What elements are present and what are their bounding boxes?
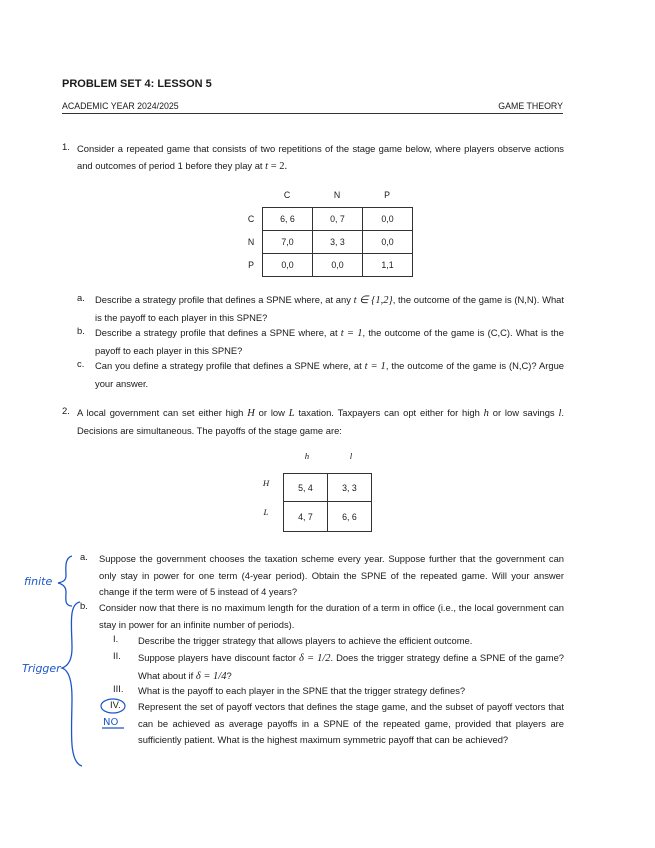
- academic-year: ACADEMIC YEAR 2024/2025: [62, 101, 179, 111]
- q1-a-label: a.: [77, 292, 85, 303]
- q2-b-iv-label: IV.: [110, 699, 121, 710]
- q2-a-label: a.: [80, 551, 88, 562]
- table-cell: 1,1: [363, 254, 413, 277]
- table-cell: 4, 7: [284, 502, 328, 532]
- circle-iv-label: [101, 699, 125, 713]
- q1-col-header: C: [283, 190, 291, 200]
- q1-c-label: c.: [77, 358, 85, 369]
- table-cell: 6, 6: [328, 502, 372, 532]
- table-cell: 0,0: [363, 208, 413, 231]
- q1-a-text: Describe a strategy profile that defines a SPNE where, at any t ∈ {1,2}, the outcome of the game is (N,N). What is the payoff to each player in this SPNE?: [95, 294, 564, 323]
- q2-b-ii-label: II.: [113, 650, 121, 661]
- q2-b-label: b.: [80, 600, 88, 611]
- q2-col-header: l: [349, 451, 353, 461]
- q1-col-header: P: [384, 190, 390, 200]
- question-2-number: 2.: [62, 405, 70, 416]
- header-divider: [62, 113, 563, 114]
- q2-a-text: Suppose the government chooses the taxation scheme every year. Suppose further that the government can only stay in power for one term (4-year period). Obtain the SPNE of the repeated game. Will your answer change if the term were of 5 instead of 4 years?: [99, 553, 564, 597]
- course-name: GAME THEORY: [498, 101, 563, 111]
- handwritten-no-mark: [98, 696, 128, 736]
- brace-finite: [58, 556, 72, 606]
- q2-col-header: h: [304, 451, 310, 461]
- table-cell: 0,0: [313, 254, 363, 277]
- table-cell: 3, 3: [313, 231, 363, 254]
- brace-trigger: [62, 602, 82, 766]
- q1-b-label: b.: [77, 325, 85, 336]
- q1-row-header: C: [247, 214, 255, 224]
- table-cell: 5, 4: [284, 474, 328, 502]
- table-cell: 3, 3: [328, 474, 372, 502]
- table-cell: 0,0: [363, 231, 413, 254]
- q2-b-iii-label: III.: [113, 683, 124, 694]
- q2-b-text: Consider now that there is no maximum length for the duration of a term in office (i.e., the local government can stay in power for an infinite number of periods).: [99, 602, 564, 630]
- q1-row-header: N: [247, 237, 255, 247]
- table-cell: 6, 6: [263, 208, 313, 231]
- handwritten-trigger: Trigger: [22, 662, 61, 675]
- question-1-number: 1.: [62, 141, 70, 152]
- question-2-text: A local government can set either high H or low L taxation. Taxpayers can opt either for high h or low savings l. Decisions are simultaneous. The payoffs of the stage game are:: [77, 407, 564, 436]
- q2-row-header: L: [263, 507, 269, 517]
- q2-row-header: H: [262, 478, 270, 488]
- q2-b-iii-text: What is the payoff to each player in the SPNE that the trigger strategy defines?: [138, 685, 466, 696]
- q2-b-i-text: Describe the trigger strategy that allows players to achieve the efficient outcome.: [138, 635, 473, 646]
- q2-b-iv-text: Represent the set of payoff vectors that defines the stage game, and the subset of payoff vectors that can be achieved as average payoffs in a SPNE of the repeated game, provided that players are sufficiently patient. What is the highest maximum symmetric payoff that can be achieved?: [138, 701, 564, 745]
- q1-c-text: Can you define a strategy profile that defines a SPNE where, at t = 1, the outcome of the game is (N,C)? Argue your answer.: [95, 360, 564, 389]
- q2-b-i-label: I.: [113, 633, 119, 644]
- handwritten-no: NO: [103, 717, 119, 728]
- handwritten-annotations: [20, 548, 90, 770]
- page-title: PROBLEM SET 4: LESSON 5: [62, 78, 212, 90]
- table-cell: 0,0: [263, 254, 313, 277]
- q2-b-ii-text: Suppose players have discount factor δ = 1/2. Does the trigger strategy define a SPNE of the game? What about if δ = 1/4?: [138, 652, 565, 682]
- q1-row-header: P: [248, 260, 254, 270]
- handwritten-finite: finite: [24, 575, 53, 588]
- table-cell: 0, 7: [313, 208, 363, 231]
- q1-col-header: N: [333, 190, 341, 200]
- table-cell: 7,0: [263, 231, 313, 254]
- q1-b-text: Describe a strategy profile that defines a SPNE where, at t = 1, the outcome of the game is (C,C). What is the payoff to each player in this SPNE?: [95, 327, 564, 356]
- question-1-text: Consider a repeated game that consists of two repetitions of the stage game below, where players observe actions and outcomes of period 1 before they play at t = 2.: [77, 143, 564, 172]
